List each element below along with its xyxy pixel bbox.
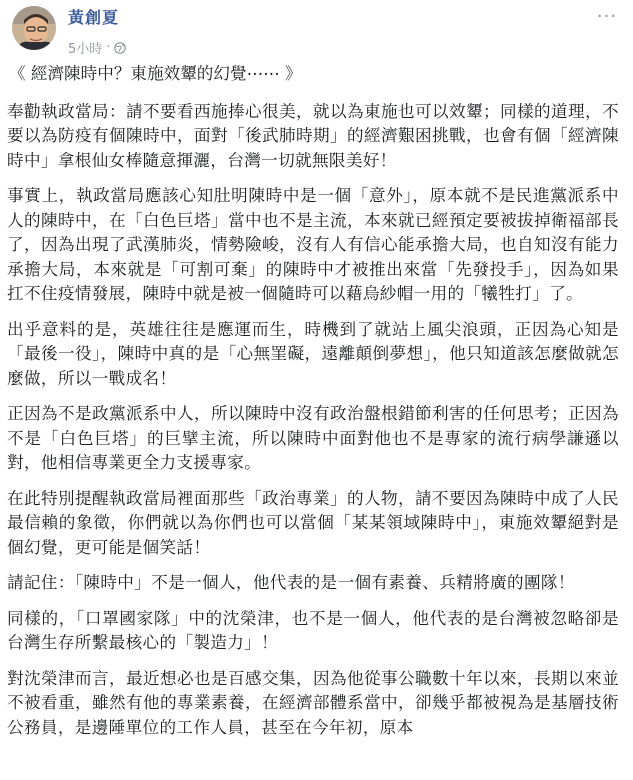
post-title: 《 經濟陳時中？東施效顰的幻覺⋯⋯ 》 (9, 64, 302, 83)
post-paragraph: 事實上，執政當局應該心知肚明陳時中是一個「意外」，原本就不是民進黨派系中人的陳時中，在「白色巨塔」當中也不是主流，本來就已經預定要被拔掉衛福部長了，因為出現了武漢肺炎，情勢險峻，沒有人有信心能承擔大局，也自知沒有能力承擔大局，本來就是「可割可棄」的陳時中才被推出來當「先發投手」，因為如果扛不住疫情發展，陳時中就是被一個隨時可以藉烏紗帽一用的「犧牲打」了。 (7, 186, 619, 303)
avatar-image (12, 6, 56, 50)
post-paragraph: 對沈榮津而言，最近想必也是百感交集，因為他從事公職數十年以來，長期以來並不被看重，雖然有他的專業素養，在經濟部體系當中，卻幾乎都被視為是基層技術公務員，是邊陲單位的工作人員，甚至在今年初，原本 (7, 668, 619, 737)
post-paragraph: 正因為不是政黨派系中人，所以陳時中沒有政治盤根錯節利害的任何思考；正因為不是「白色巨塔」的巨擘主流，所以陳時中面對他也不是專家的流行病學謙遜以對，他相信專業更全力支援專家。 (7, 404, 619, 472)
meta-separator: · (106, 40, 111, 55)
author-name-link[interactable]: 黃創夏 (68, 8, 120, 27)
post-header (0, 0, 633, 64)
author-avatar[interactable] (12, 6, 56, 50)
post-paragraph: 出乎意料的是，英雄往往是應運而生，時機到了就站上風尖浪頭，正因為心知是「最後一役」，陳時中真的是「心無罣礙，遠離顛倒夢想」，他只知道該怎麼做就怎麼做，所以一戰成名！ (7, 319, 619, 388)
globe-icon[interactable] (114, 42, 126, 54)
post-meta (68, 38, 126, 57)
post-paragraph: 奉勸執政當局：請不要看西施捧心很美，就以為東施也可以效顰；同樣的道理，不要以為防疫有個陳時中，面對「後武肺時期」的經濟艱困挑戰，也會有個「經濟陳時中」拿根仙女棒隨意揮灑，台灣一切就無限美好！ (7, 101, 619, 170)
more-options-icon[interactable]: ··· (596, 5, 618, 27)
post-paragraph: 在此特別提醒執政當局裡面那些「政治專業」的人物，請不要因為陳時中成了人民最信賴的象徵，你們就以為你們也可以當個「某某領域陳時中」，東施效顰絕對是個幻覺，更可能是個笑話！ (7, 488, 619, 557)
post-paragraph: 同樣的，「口罩國家隊」中的沈榮津，也不是一個人，他代表的是台灣被忽略卻是台灣生存所繫最核心的「製造力」！ (7, 608, 619, 652)
post-timestamp[interactable]: 5小時 (68, 42, 103, 57)
post-body (7, 62, 619, 751)
post-paragraph: 請記住：「陳時中」不是一個人，他代表的是一個有素養、兵精將廣的團隊！ (7, 573, 575, 592)
